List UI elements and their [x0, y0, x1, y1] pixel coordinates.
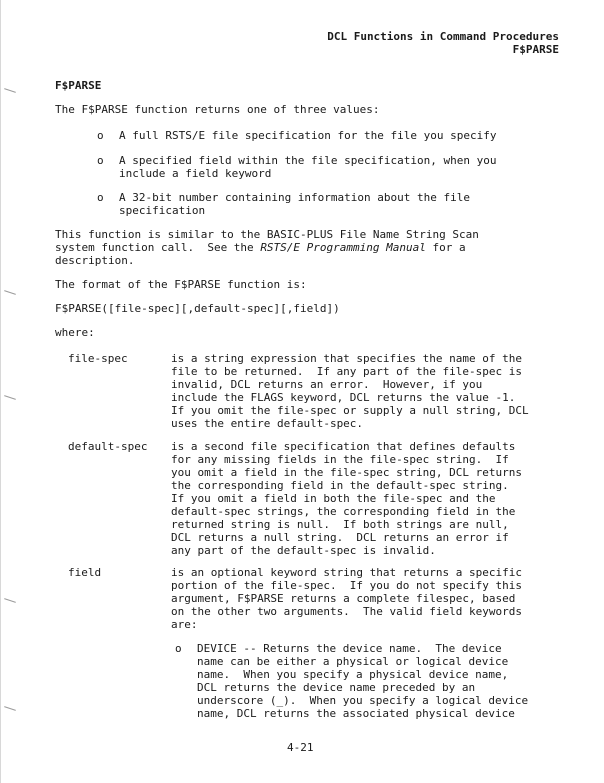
bullet-mark: o: [97, 191, 104, 204]
definition-line: invalid, DCL returns an error. However, if you: [171, 378, 483, 391]
bullet-text-line: include a field keyword: [119, 167, 272, 180]
bullet-text-line: A full RSTS/E file specification for the file you specify: [119, 129, 497, 142]
definition-line: for any missing fields in the file-spec string. If: [171, 453, 509, 466]
keyword-line: name. When you specify a physical device name,: [197, 668, 509, 681]
bullet-mark: o: [97, 154, 104, 167]
paragraph-text: for a: [425, 241, 466, 254]
definition-line: you omit a field in the file-spec string, DCL returns: [171, 466, 522, 479]
definition-line: DCL returns a null string. DCL returns an error if: [171, 531, 509, 544]
section-title: F$PARSE: [55, 79, 102, 92]
manual-title: RSTS/E Programming Manual: [260, 241, 426, 254]
definition-line: on the other two arguments. The valid field keywords: [171, 605, 522, 618]
definition-line: If you omit the file-spec or supply a null string, DCL: [171, 404, 529, 417]
margin-mark: [4, 598, 16, 603]
definition-line: default-spec strings, the corresponding field in the: [171, 505, 516, 518]
definition-line: uses the entire default-spec.: [171, 417, 364, 430]
bullet-mark: o: [97, 129, 104, 142]
where-label: where:: [55, 326, 95, 339]
page-edge-line: [0, 0, 1, 783]
margin-mark: [4, 88, 16, 93]
bullet-mark: o: [175, 642, 182, 655]
definition-line: file to be returned. If any part of the file-spec is: [171, 365, 522, 378]
definition-line: If you omit a field in both the file-spec and the: [171, 492, 496, 505]
bullet-text-line: A specified field within the file specification, when you: [119, 154, 497, 167]
paragraph-text: system function call. See the: [55, 241, 261, 254]
definition-line: the corresponding field in the default-spec string.: [171, 479, 509, 492]
definition-line: is an optional keyword string that returns a specific: [171, 566, 522, 579]
keyword-line: DCL returns the device name preceded by an: [197, 681, 476, 694]
definition-line: argument, F$PARSE returns a complete filespec, based: [171, 592, 516, 605]
format-syntax: F$PARSE([file-spec][,default-spec][,field]): [55, 302, 340, 315]
format-intro: The format of the F$PARSE function is:: [55, 278, 307, 291]
definition-line: any part of the default-spec is invalid.: [171, 544, 436, 557]
margin-mark: [4, 290, 16, 295]
definition-term: file-spec: [68, 352, 128, 365]
running-header-function: F$PARSE: [512, 43, 559, 56]
paragraph-line: This function is similar to the BASIC-PLUS File Name String Scan: [55, 228, 479, 241]
definition-line: include the FLAGS keyword, DCL returns the value -1.: [171, 391, 516, 404]
keyword-line: name can be either a physical or logical device: [197, 655, 509, 668]
paragraph-line: [55, 241, 466, 254]
definition-line: returned string is null. If both strings are null,: [171, 518, 509, 531]
definition-line: is a second file specification that defines defaults: [171, 440, 516, 453]
running-header-title: DCL Functions in Command Procedures: [327, 30, 559, 43]
keyword-line: underscore (_). When you specify a logical device: [197, 694, 529, 707]
intro-paragraph: The F$PARSE function returns one of three values:: [55, 103, 380, 116]
definition-term: default-spec: [68, 440, 148, 453]
bullet-text-line: A 32-bit number containing information about the file: [119, 191, 470, 204]
definition-line: are:: [171, 618, 198, 631]
margin-mark: [4, 395, 16, 400]
page-number: 4-21: [287, 741, 314, 754]
paragraph-line: description.: [55, 254, 135, 267]
keyword-line: name, DCL returns the associated physical device: [197, 707, 515, 720]
definition-line: is a string expression that specifies the name of the: [171, 352, 522, 365]
margin-mark: [4, 706, 16, 711]
definition-line: portion of the file-spec. If you do not specify this: [171, 579, 522, 592]
definition-term: field: [68, 566, 102, 579]
bullet-text-line: specification: [119, 204, 206, 217]
keyword-line: DEVICE -- Returns the device name. The device: [197, 642, 502, 655]
